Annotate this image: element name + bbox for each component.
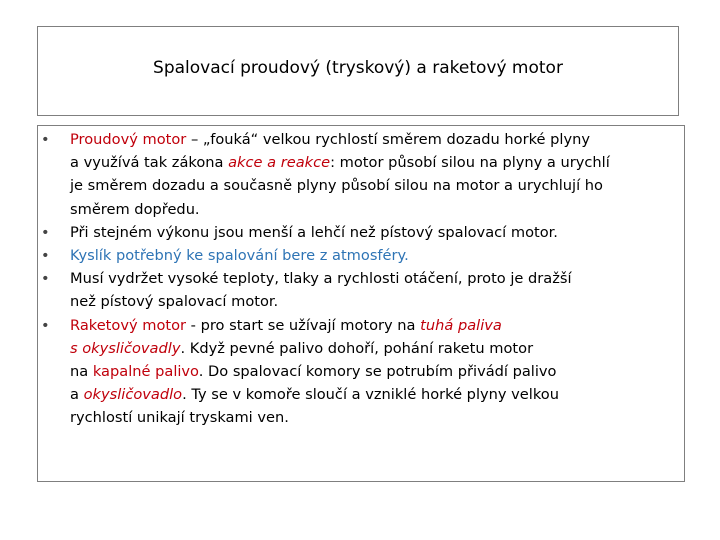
- text-segment: . Ty se v komoře sloučí a vzniklé horké plyny velkou: [182, 386, 559, 404]
- text-segment: Při stejném výkonu jsou menší a lehčí než pístový spalovací motor.: [70, 223, 558, 241]
- bullet-line: [70, 406, 680, 429]
- bullet-item-oxygen: [38, 244, 686, 267]
- term-solid-fuel: tuhá paliva: [420, 316, 502, 334]
- text-segment: . Když pevné palivo dohoří, pohání raketu motor: [180, 339, 534, 357]
- bullet-list: [38, 128, 686, 430]
- bullet-line: [70, 198, 680, 221]
- bullet-line: [70, 314, 680, 337]
- text-segment: směrem dopředu.: [70, 200, 200, 218]
- bullet-line: [70, 151, 680, 174]
- title-box: [37, 26, 679, 116]
- text-segment: Musí vydržet vysoké teploty, tlaky a rychlosti otáčení, proto je dražší: [70, 270, 572, 288]
- bullet-line: [70, 267, 680, 290]
- bullet-line: [70, 221, 680, 244]
- text-segment: rychlostí unikají tryskami ven.: [70, 409, 289, 427]
- bullet-icon: •: [41, 131, 50, 148]
- text-segment: . Do spalovací komory se potrubím přivádí palivo: [198, 363, 557, 381]
- bullet-line: [70, 128, 680, 151]
- bullet-line: [70, 290, 680, 313]
- text-segment: a: [70, 386, 84, 404]
- text-segment: je směrem dozadu a současně plyny působí silou na motor a urychlují ho: [70, 177, 603, 195]
- text-segment: – „fouká“ velkou rychlostí směrem dozadu horké plyny: [186, 131, 590, 148]
- bullet-icon: •: [41, 223, 50, 241]
- bullet-line: [70, 174, 680, 197]
- bullet-line: [70, 244, 680, 267]
- term-liquid-fuel: kapalné palivo: [92, 363, 199, 381]
- text-segment: než pístový spalovací motor.: [70, 293, 279, 311]
- bullet-line: [70, 337, 680, 360]
- bullet-icon: •: [41, 316, 50, 334]
- text-segment: a využívá tak zákona: [70, 154, 229, 172]
- text-segment: - pro start se užívají motory na: [186, 316, 421, 334]
- bullet-icon: •: [41, 247, 50, 265]
- text-segment: Kyslík potřebný ke spalování bere z atmosféry.: [70, 247, 409, 265]
- term-oxidizer: okysličovadlo: [83, 386, 183, 404]
- bullet-item-jet-engine: [38, 128, 686, 221]
- slide-title: Spalovací proudový (tryskový) a raketový motor: [153, 58, 563, 78]
- bullet-icon: •: [41, 270, 50, 288]
- text-segment: : motor působí silou na plyny a urychlí: [330, 154, 610, 172]
- bullet-line: [70, 383, 680, 406]
- term-oxidizers: s okysličovadly: [70, 339, 181, 357]
- text-segment: na: [70, 363, 93, 381]
- bullet-line: [70, 360, 680, 383]
- bullet-item-power-comparison: [38, 221, 686, 244]
- term-jet-engine: Proudový motor: [70, 131, 187, 148]
- term-rocket-engine: Raketový motor: [70, 316, 187, 334]
- content-box: [37, 125, 685, 482]
- bullet-item-durability: [38, 267, 686, 313]
- term-action-reaction: akce a reakce: [228, 154, 331, 172]
- bullet-item-rocket-engine: [38, 314, 686, 430]
